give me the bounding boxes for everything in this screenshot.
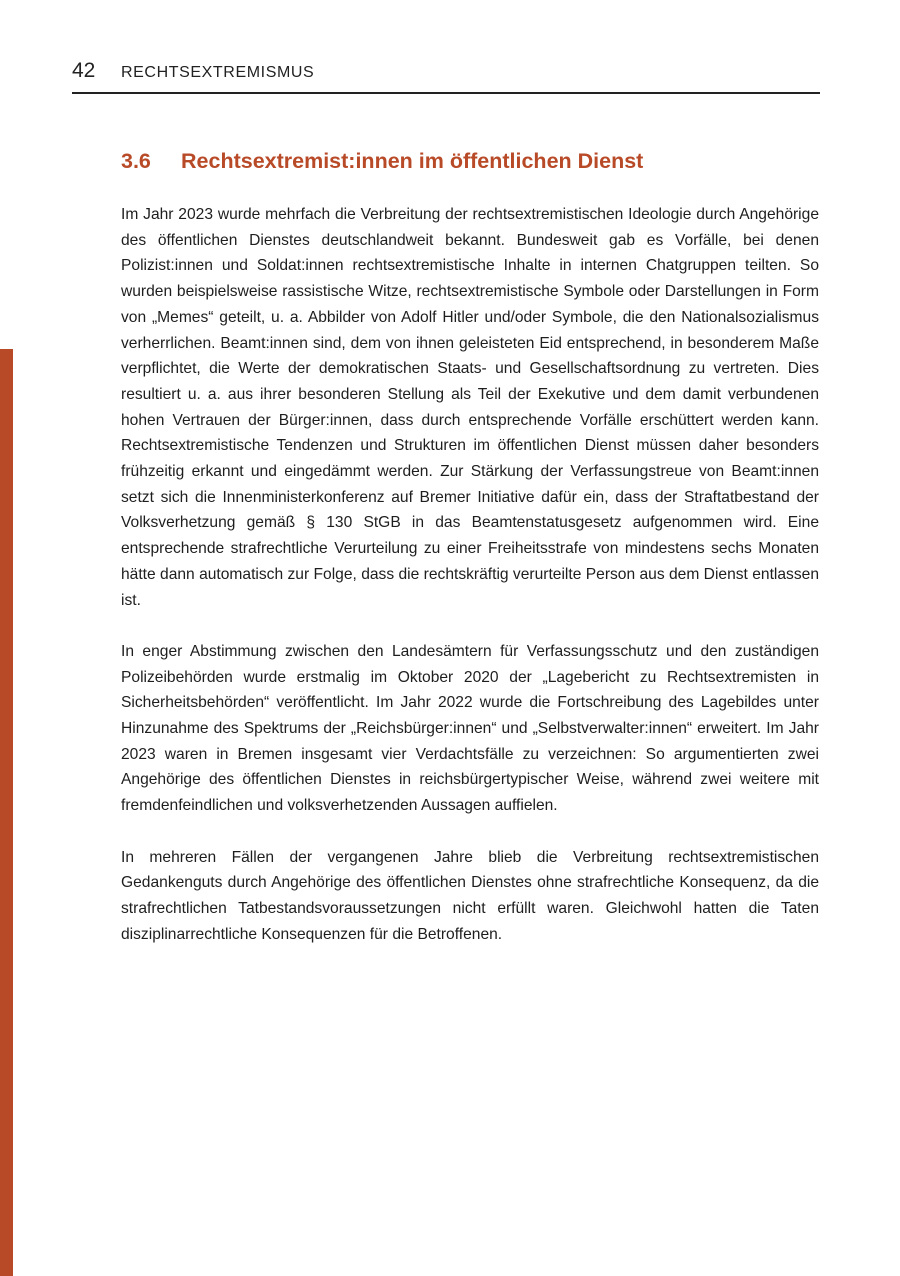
paragraph-3: In mehreren Fällen der vergangenen Jahre blieb die Verbreitung rechtsextremistischen Gedankenguts durch Angehörige des öffentlichen Dienstes ohne strafrechtliche Konsequenz, da die strafrechtlichen Tatbestandsvoraussetzungen nicht erfüllt waren. Gleichwohl hatten die Taten disziplinarrechtliche Konsequenzen für die Betroffenen. <box>121 848 819 943</box>
section-heading <box>121 146 643 176</box>
running-title: RECHTSEXTREMISMUS <box>121 64 315 81</box>
body-text <box>121 202 819 973</box>
section-title: Rechtsextremist:innen im öffentlichen Dienst <box>181 149 644 173</box>
section-number: 3.6 <box>121 149 151 173</box>
side-accent-bar <box>0 349 13 1276</box>
page-header <box>72 58 820 94</box>
page-number: 42 <box>72 59 96 82</box>
paragraph-1: Im Jahr 2023 wurde mehrfach die Verbreitung der rechtsextremistischen Ideologie durch Angehörige des öffentlichen Dienstes deutschlandweit bekannt. Bundesweit gab es Vorfälle, bei denen Polizist:innen und Soldat:innen rechtsextremistische Inhalte in internen Chatgruppen teilten. So wurden beispielsweise rassistische Witze, rechtsextremistische Symbole oder Darstellungen in Form von „Memes“ geteilt, u. a. Abbilder von Adolf Hitler und/oder Symbole, die den Nationalsozialismus verherrlichen. Beamt:innen sind, dem von ihnen geleisteten Eid entsprechend, in besonderem Maße verpflichtet, die Werte der demokratischen Staats- und Gesellschaftsordnung zu vertreten. Dies resultiert u. a. aus ihrer besonderen Stellung als Teil der Exekutive und dem damit verbundenen hohen Vertrauen der Bürger:innen, dass durch entsprechende Vorfälle erschüttert werden kann. Rechtsextremistische Tendenzen und Strukturen im öffentlichen Dienst müssen daher besonders frühzeitig erkannt und eingedämmt werden. Zur Stärkung der Verfassungstreue von Beamt:innen setzt sich die Innenministerkonferenz auf Bremer Initiative dafür ein, dass der Straftatbestand der Volksverhetzung gemäß § 130 StGB in das Beamtenstatusgesetz aufgenommen wird. Eine entsprechende strafrechtliche Verurteilung zu einer Freiheitsstrafe von mindestens sechs Monaten hätte dann automatisch zur Folge, dass die rechtskräftig verurteilte Person aus dem Dienst entlassen ist. <box>121 206 819 609</box>
paragraph-2: In enger Abstimmung zwischen den Landesämtern für Verfassungsschutz und den zuständigen Polizeibehörden wurde erstmalig im Oktober 2020 der „Lagebericht zu Rechtsextremisten in Sicherheitsbehörden“ veröffentlicht. Im Jahr 2022 wurde die Fortschreibung des Lagebildes unter Hinzunahme des Spektrums der „Reichsbürger:innen“ und „Selbstverwalter:innen“ erweitert. Im Jahr 2023 waren in Bremen insgesamt vier Verdachtsfälle zu verzeichnen: So argumentierten zwei Angehörige des öffentlichen Dienstes in reichsbürgertypischer Weise, während zwei weitere mit fremdenfeindlichen und volksverhetzenden Aussagen auffielen. <box>121 642 819 815</box>
